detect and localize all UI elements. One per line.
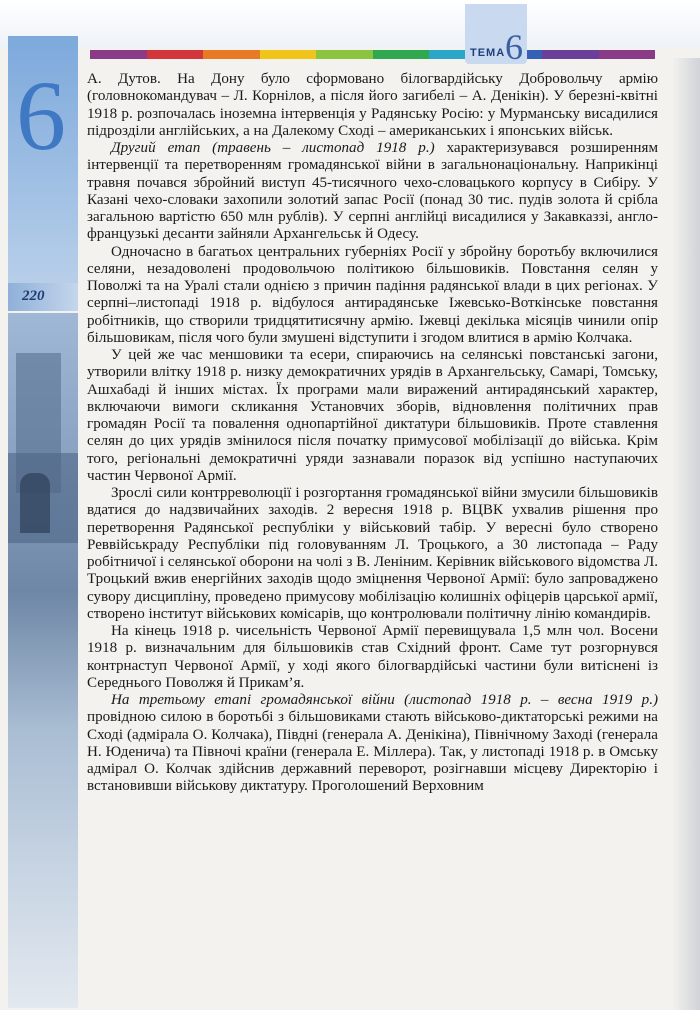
paragraph-text: характеризувався розширенням інтервенції та перетворенням громадянської війни в загальнонаціональну. Наприкінці травня почався збройний виступ 45-тисячного чехо-словацького корпусу в Сибіру. У Казані чехо-словаки захопили золотий запас Росії (понад 30 тис. пудів золота й срібла загальною вартістю 650 млн рублів). У серпні англійці висадилися у Закавказзі, англо-французькі десанти зайняли Архангельськ й Одесу. <box>87 140 659 243</box>
color-segment <box>147 50 204 59</box>
chapter-number: 6 <box>16 60 66 171</box>
color-segment <box>542 50 599 59</box>
paragraph <box>87 485 658 623</box>
color-segment <box>316 50 373 59</box>
color-segment <box>599 50 656 59</box>
paragraph <box>87 140 658 244</box>
header-color-strip <box>90 50 655 59</box>
page-number: 220 <box>22 288 45 304</box>
paragraph <box>87 692 658 796</box>
historical-photo <box>8 313 78 1008</box>
color-segment <box>260 50 317 59</box>
paragraph-text: У цей же час меншовики та есери, спираючись на селянські повстанські загони, утворили влітку 1918 р. низку демократичних урядів в Архангельську, Самарі, Томську, Ашхабаді й інших містах. Їх програми мали виражений антирадянський характер, включаючи вимоги скликання Установчих зборів, відновлення політичних прав громадян Росії та повалення однопартійної диктатури більшовиків. Проте ставлення селян до цих урядів змінилося після початку примусової мобілізації до війська. Крім того, регіональні демократичні уряди зазнавали поразок від успішно наступаючих частин Червоної Армії. <box>87 347 658 484</box>
paragraph-text: провідною силою в боротьбі з більшовиками стають військово-диктаторські режими на Сході (адмірала О. Колчака), Півдні (генерала А. Денікіна), Північному Заході (генерала Н. Юденича) та Півночі країни (генерала Е. Міллера). Так, у листопаді 1918 р. в Омську адмірал О. Колчак здійснив державний переворот, розігнавши місцеву Директорію і встановивши військову диктатуру. Проголошений Верховним <box>87 709 658 795</box>
paragraph <box>87 244 658 348</box>
paragraph-text: На кінець 1918 р. чисельність Червоної Армії перевищувала 1,5 млн чол. Восени 1918 р. визначальним для більшовиків став Східний фронт. Саме тут розгорнувся контрнаступ Червоної Армії, у ході якого білогвардійські частини були витіснені із Середнього Поволжя й Прикам’я. <box>87 623 658 691</box>
header-background <box>0 0 700 48</box>
paragraph-text: Одночасно в багатьох центральних губерніях Росії у збройну боротьбу включилися селяни, незадоволені продовольчою політикою більшовиків. Повстання селян у Поволжі та на Уралі стали однією з причин падіння радянської влади в цих регіонах. У серпні–листопаді 1918 р. відбулося антирадянське Іжевсько-Воткінське повстання робітників, що створили тридцятитисячну армію. Іжевці декілька місяців чинили опір більшовикам, після чого були змушені відступити і згодом влитися в армію Колчака. <box>87 243 658 346</box>
paragraph-lead-italic: Другий етап (травень – листопад 1918 р.) <box>111 140 435 156</box>
topic-tab-label: ТЕМА <box>470 47 506 59</box>
color-segment <box>90 50 147 59</box>
paragraph-lead-italic: На третьому етапі громадянської війни (листопад 1918 р. – весна 1919 р.) <box>111 692 658 708</box>
paragraph <box>87 347 658 485</box>
paragraph-text: А. Дутов. На Дону було сформовано білогвардійську Добровольчу армію (головнокомандувач – Л. Корнілов, а після його загибелі – А. Денікін). У березні-квітні 1918 р. розпочалась іноземна інтервенція у Радянську Росію: у Мурманську висадилися підрозділи англійських, а на Далекому Сході – американських і японських військ. <box>87 71 658 139</box>
paragraph <box>87 71 658 140</box>
body-text <box>87 71 658 796</box>
topic-tab-number: 6 <box>505 27 523 67</box>
page-edge-shadow <box>672 58 700 1010</box>
color-segment <box>373 50 430 59</box>
paragraph-text: Зрослі сили контрреволюції і розгортання громадянської війни змусили більшовиків вдатися до надзвичайних заходів. 2 вересня 1918 р. ВЦВК ухвалив рішення про перетворення Радянської республіки у військовий табір. У вересні було створено Реввійськраду Республіки під головуванням Л. Троцького, а 30 листопада – Раду робітничої і селянської оборони на чолі з В. Леніним. Керівник військового відомства Л. Троцький вжив енергійних заходів щодо зміцнення Червоної Армії: було запроваджено сувору дисципліну, проведено примусову мобілізацію колишніх офіцерів царської армії, створено інститут військових комісарів, що контролювали політичну лінію командирів. <box>87 485 658 622</box>
photo-figure <box>20 473 50 533</box>
color-segment <box>203 50 260 59</box>
paragraph <box>87 623 658 692</box>
